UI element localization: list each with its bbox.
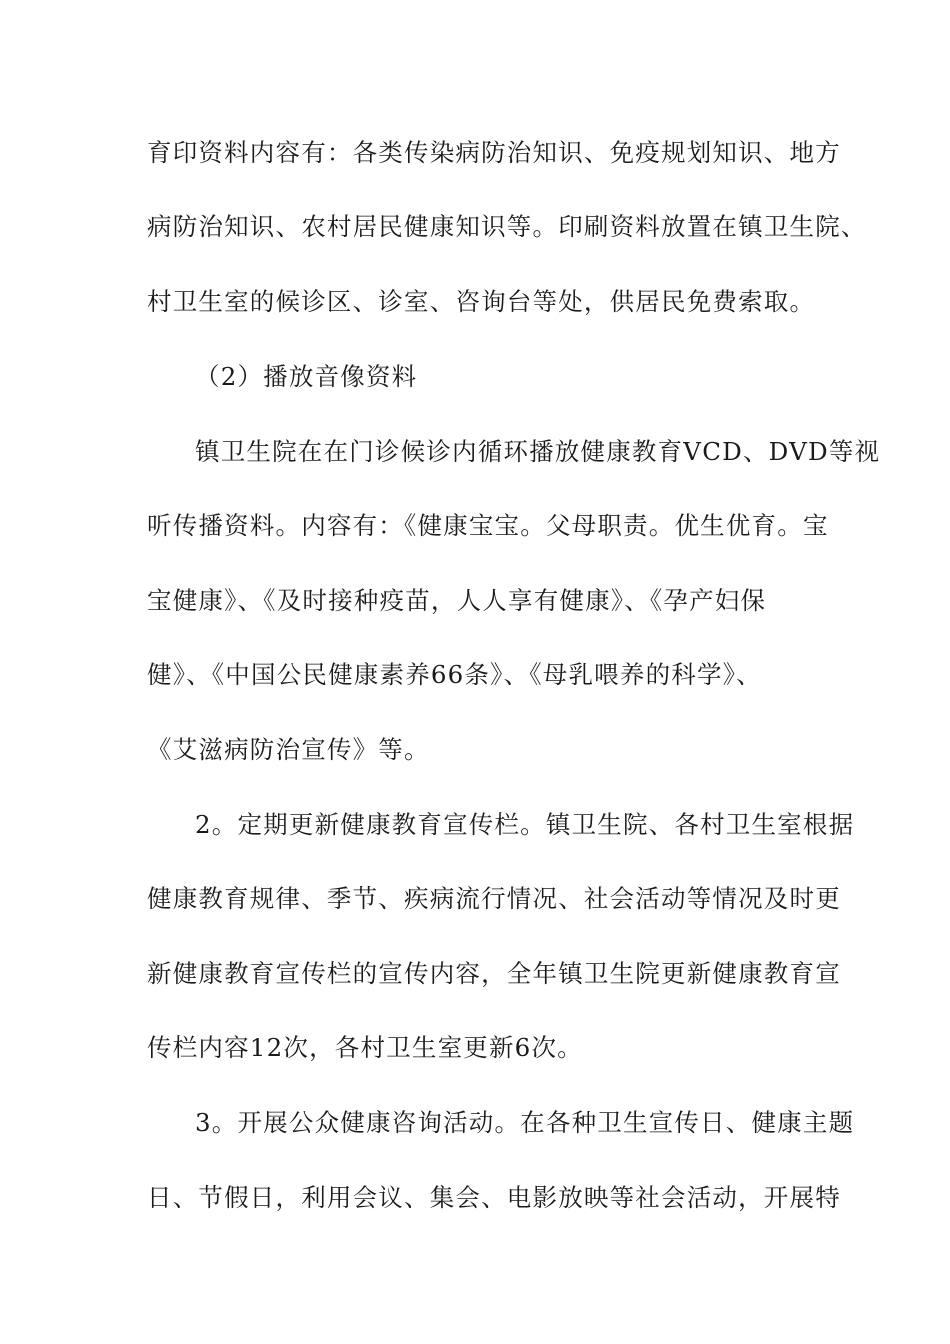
paragraph-line: 日、节假日，利用会议、集会、电影放映等社会活动，开展特 — [147, 1183, 841, 1212]
paragraph-line: 镇卫生院在在门诊候诊内循环播放健康教育VCD、DVD等视 — [195, 437, 881, 466]
paragraph-line: 《艾滋病防治宣传》等。 — [147, 735, 430, 764]
paragraph-line: 健》、《中国公民健康素养66条》、《母乳喂养的科学》、 — [147, 660, 762, 689]
paragraph-line: 3。开展公众健康咨询活动。在各种卫生宣传日、健康主题 — [195, 1108, 855, 1137]
paragraph-line: 听传播资料。内容有：《健康宝宝。父母职责。优生优育。宝 — [147, 511, 829, 540]
paragraph-line: 村卫生室的候诊区、诊室、咨询台等处，供居民免费索取。 — [147, 287, 816, 316]
paragraph-line: 2。定期更新健康教育宣传栏。镇卫生院、各村卫生室根据 — [195, 810, 855, 839]
paragraph-line: 病防治知识、农村居民健康知识等。印刷资料放置在镇卫生院、 — [147, 212, 867, 241]
paragraph-line: 健康教育规律、季节、疾病流行情况、社会活动等情况及时更 — [147, 884, 841, 913]
paragraph-line: 新健康教育宣传栏的宣传内容，全年镇卫生院更新健康教育宣 — [147, 959, 841, 988]
paragraph-line: 育印资料内容有：各类传染病防治知识、免疫规划知识、地方 — [147, 138, 841, 167]
paragraph-line: 宝健康》、《及时接种疫苗，人人享有健康》、《孕产妇保 — [147, 586, 767, 615]
section-heading: （2）播放音像资料 — [195, 362, 418, 391]
paragraph-line: 传栏内容12次，各村卫生室更新6次。 — [147, 1033, 583, 1062]
